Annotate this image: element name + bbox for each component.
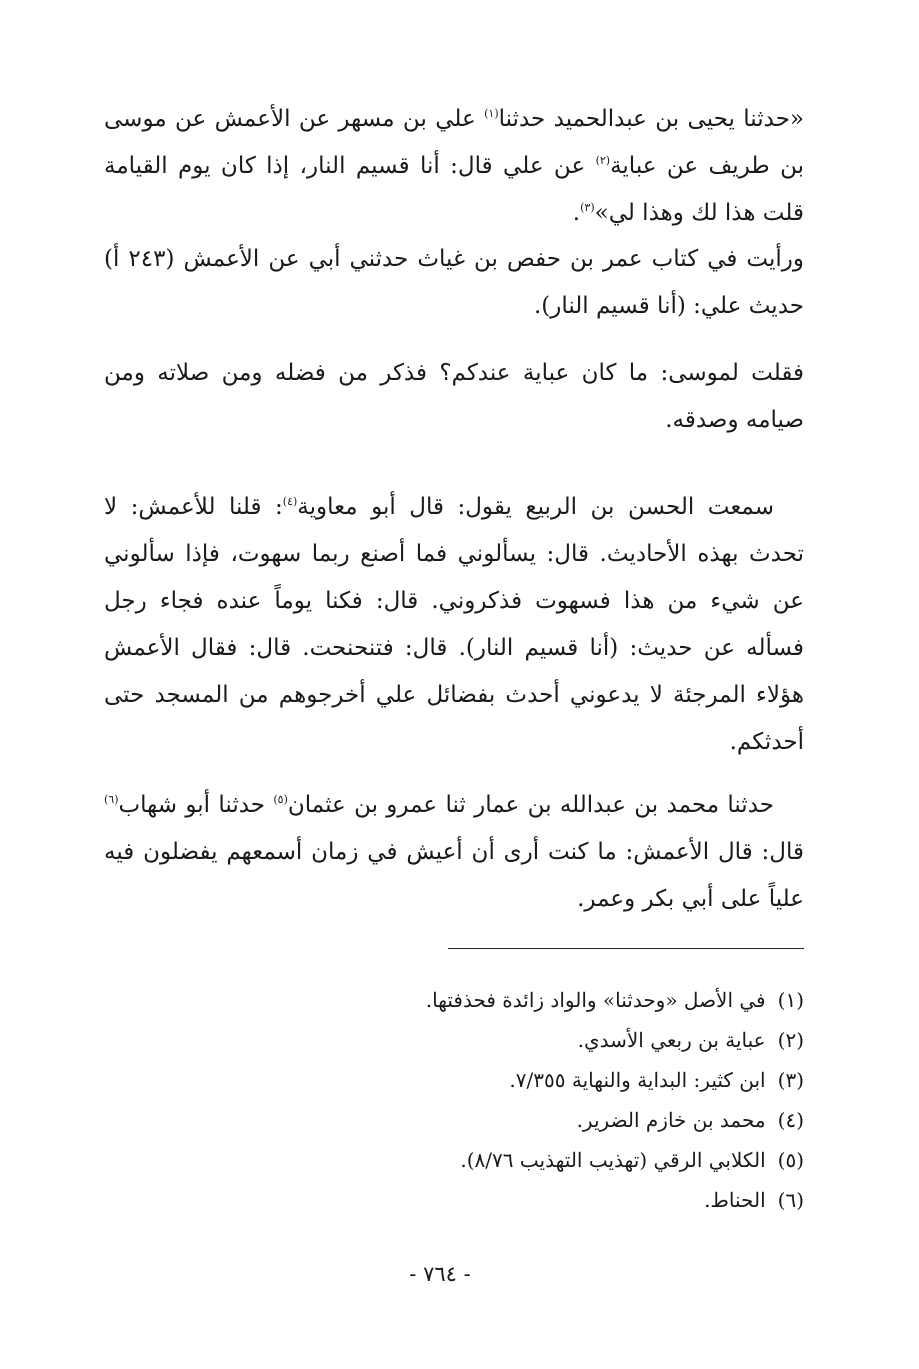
footnote-text: في الأصل «وحدثنا» والواد زائدة فحذفتها.: [425, 988, 766, 1012]
footnote-ref-6: (٦): [104, 793, 119, 806]
paragraph-4-text-b: : قلنا للأعمش: لا تحدث بهذه الأحاديث. قال: يسألوني فما أصنع ربما سهوت، فإذا سألوني عن شيء من هذا فسهوت فذكروني. قال: فكنا يوماً عنده فجاء رجل فسأله عن حديث: (أنا قسيم النار). قال: فتنحنحت. قال: فقال الأعمش هؤلاء المرجئة لا يدعوني أحدث بفضائل علي أخرجوهم من المسجد حتى أحدثكم.: [104, 494, 804, 755]
paragraph-1-text-b: علي بن مسهر عن الأعمش عن موسى بن طريف عن عباية: [104, 106, 804, 179]
footnote-ref-2: (٢): [595, 154, 611, 167]
footnote-number: (٤): [777, 1108, 804, 1132]
footnote-number: (٦): [777, 1188, 804, 1212]
paragraph-2-text: ورأيت في كتاب عمر بن حفص بن غياث حدثني أبي عن الأعمش (٢٤٣ أ) حديث علي: (أنا قسيم النار).: [104, 246, 804, 319]
paragraph-1: [104, 96, 804, 237]
footnote-ref-3: (٣): [580, 201, 595, 214]
paragraph-3: [104, 350, 804, 444]
footnote-text: ابن كثير: البداية والنهاية ٧/٣٥٥.: [509, 1068, 766, 1092]
paragraph-4: [104, 484, 804, 766]
footnote-6: [300, 1180, 804, 1220]
paragraph-5: [104, 782, 804, 923]
paragraph-5-text-c: قال: قال الأعمش: ما كنت أرى أن أعيش في زمان أسمعهم يفضلون فيه علياً على أبي بكر وعمر.: [104, 839, 804, 912]
paragraph-4-text-a: سمعت الحسن بن الربيع يقول: قال أبو معاوية: [297, 494, 774, 520]
footnote-text: الحناط.: [704, 1188, 766, 1212]
footnote-text: عباية بن ربعي الأسدي.: [577, 1028, 766, 1052]
footnote-5: [300, 1140, 804, 1180]
paragraph-5-text-a: حدثنا محمد بن عبدالله بن عمار ثنا عمرو بن عثمان: [287, 792, 774, 818]
paragraph-1-text-d: .: [572, 200, 581, 226]
paragraph-3-text: فقلت لموسى: ما كان عباية عندكم؟ فذكر من فضله ومن صلاته ومن صيامه وصدقه.: [104, 360, 804, 433]
footnote-number: (١): [777, 988, 804, 1012]
footnote-number: (٢): [777, 1028, 804, 1052]
footnote-4: [300, 1100, 804, 1140]
footnote-2: [300, 1020, 804, 1060]
footnote-text: محمد بن خازم الضرير.: [576, 1108, 766, 1132]
footnote-separator: [448, 948, 804, 949]
footnote-ref-5: (٥): [273, 793, 288, 806]
paragraph-1-text-a: «حدثنا يحيى بن عبدالحميد حدثنا: [498, 106, 804, 132]
footnotes: [300, 980, 804, 1220]
footnote-ref-1: (١): [484, 107, 499, 120]
footnote-1: [300, 980, 804, 1020]
page-number: - ٧٦٤ -: [409, 1262, 471, 1286]
footnote-ref-4: (٤): [282, 495, 298, 508]
paragraph-2: [104, 236, 804, 330]
paragraph-1-text-c: عن علي قال: أنا قسيم النار، إذا كان يوم القيامة قلت هذا لك وهذا لي»: [104, 153, 804, 226]
footnote-text: الكلابي الرقي (تهذيب التهذيب ٨/٧٦).: [460, 1148, 766, 1172]
footnote-number: (٥): [777, 1148, 804, 1172]
paragraph-5-text-b: حدثنا أبو شهاب: [118, 792, 274, 818]
footnote-3: [300, 1060, 804, 1100]
footnote-number: (٣): [777, 1068, 804, 1092]
